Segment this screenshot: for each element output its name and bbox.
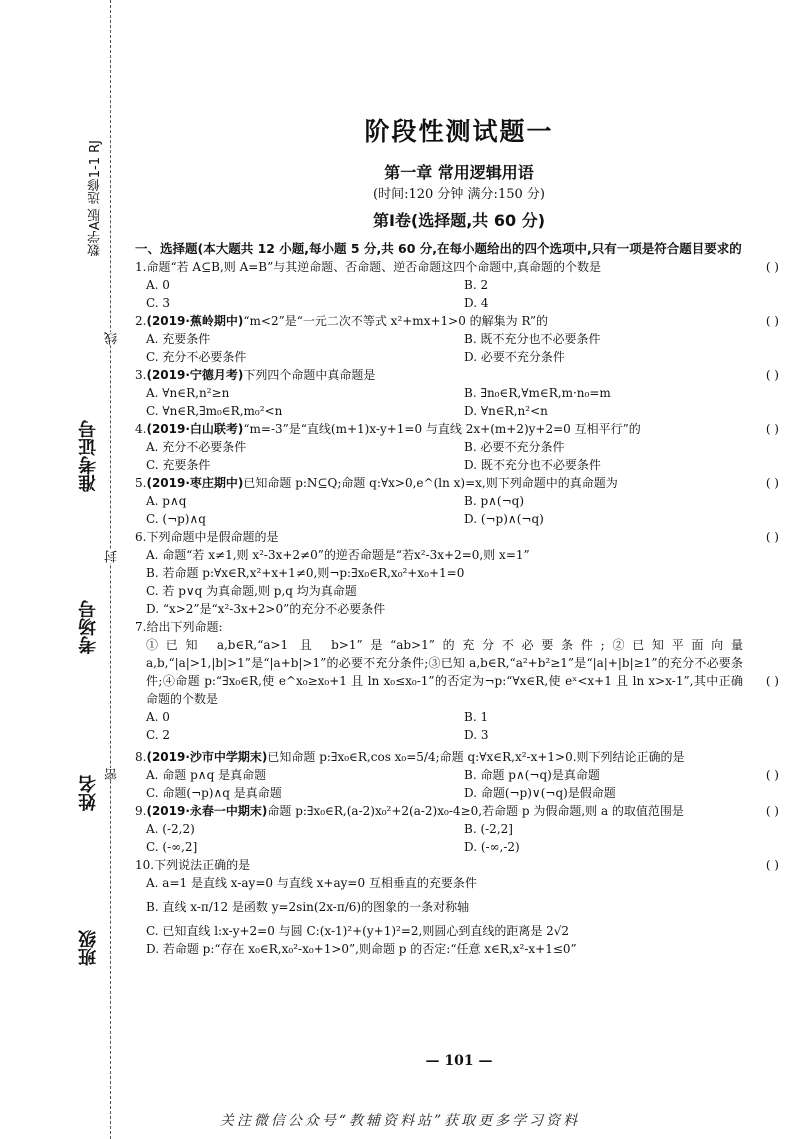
- question-number: 8.: [135, 750, 147, 764]
- question-number: 2.: [135, 314, 147, 328]
- option: A. ∀n∈R,n²≥n: [146, 386, 230, 400]
- question-6: [135, 528, 783, 546]
- footer-note: 关注微信公众号“教辅资料站”获取更多学习资料: [219, 1113, 581, 1129]
- option: D. 3: [464, 728, 489, 742]
- option: C. 若 p∨q 为真命题,则 p,q 均为真命题: [146, 584, 357, 598]
- question-number: 3.: [135, 368, 147, 382]
- class-label: 班级: [78, 930, 99, 966]
- chapter-title: 第一章 常用逻辑用语: [384, 163, 534, 182]
- answer-paren: ( ): [765, 476, 779, 490]
- question-number: 5.: [135, 476, 147, 490]
- option: D. 必要不充分条件: [464, 350, 565, 364]
- option: D. (¬p)∧(¬q): [464, 512, 544, 526]
- answer-paren: ( ): [765, 260, 779, 274]
- binding-margin: [0, 0, 120, 1139]
- option: C. 已知直线 l:x-y+2=0 与圆 C:(x-1)²+(y+1)²=2,则圆心到直线的距离是 2√2: [146, 924, 570, 938]
- option: A. 充要条件: [146, 332, 211, 346]
- question-source: (2019·永春一中期末): [146, 804, 268, 818]
- question-stem: “m<2”是“一元二次不等式 x²+mx+1>0 的解集为 R”的: [243, 314, 548, 328]
- option: C. 命题(¬p)∧q 是真命题: [146, 786, 282, 800]
- option: A. a=1 是直线 x-ay=0 与直线 x+ay=0 互相垂直的充要条件: [146, 876, 477, 890]
- question-stem: 1.命题“若 A⊆B,则 A=B”与其逆命题、否命题、逆否命题这四个命题中,真命题的个数是: [135, 260, 602, 274]
- option: D. “x>2”是“x²-3x+2>0”的充分不必要条件: [146, 602, 386, 616]
- option: B. 若命题 p:∀x∈R,x²+x+1≠0,则¬p:∃x₀∈R,x₀²+x₀+1=0: [146, 566, 465, 580]
- question-source: (2019·白山联考): [146, 422, 244, 436]
- question-5: [135, 474, 783, 492]
- question-stem: 已知命题 p:N⊆Q;命题 q:∀x>0,e^(ln x)=x,则下列命题中的真命题为: [243, 476, 618, 490]
- volume-title: 第Ⅰ卷(选择题,共 60 分): [372, 211, 546, 230]
- cut-line: [110, 0, 111, 1139]
- answer-paren: ( ): [765, 858, 779, 872]
- question-paragraph: [135, 636, 783, 708]
- option: B. 1: [464, 710, 489, 724]
- option: A. (-2,2): [146, 822, 195, 836]
- option: C. (-∞,2]: [146, 840, 198, 854]
- question-1: [135, 258, 783, 276]
- question-10: [135, 856, 783, 874]
- answer-paren: ( ): [765, 314, 779, 328]
- question-source: (2019·宁德月考): [146, 368, 244, 382]
- options: [135, 384, 783, 420]
- question-source: (2019·枣庄期中): [146, 476, 244, 490]
- option: B. p∧(¬q): [464, 494, 525, 508]
- page-number: — 101 —: [425, 1053, 493, 1069]
- answer-paren: ( ): [765, 768, 779, 782]
- question-stem: 下列四个命题中真命题是: [243, 368, 376, 382]
- option: D. 若命题 p:“存在 x₀∈R,x₀²-x₀+1>0”,则命题 p 的否定:“任意 x∈R,x²-x+1≤0”: [146, 942, 577, 956]
- option: C. ∀n∈R,∃m₀∈R,m₀²<n: [146, 404, 283, 418]
- question-stem: 10.下列说法正确的是: [135, 858, 251, 872]
- question-stem: 命题 p:∃x₀∈R,(a-2)x₀²+2(a-2)x₀-4≥0,若命题 p 为假命题,则 a 的取值范围是: [267, 804, 684, 818]
- option: C. 充分不必要条件: [146, 350, 247, 364]
- options: [135, 492, 783, 528]
- mark-secret: 密: [105, 768, 120, 781]
- name-label: 姓名: [78, 775, 99, 811]
- question-3: [135, 366, 783, 384]
- option: D. 既不充分也不必要条件: [464, 458, 601, 472]
- option: A. 0: [146, 710, 170, 724]
- option: C. (¬p)∧q: [146, 512, 206, 526]
- option: B. 必要不充分条件: [464, 440, 565, 454]
- option: B. 命题 p∧(¬q)是真命题: [464, 768, 600, 782]
- option: C. 3: [146, 296, 171, 310]
- option: A. 充分不必要条件: [146, 440, 247, 454]
- option: B. 既不充分也不必要条件: [464, 332, 601, 346]
- answer-paren: ( ): [765, 422, 779, 436]
- section-heading: 一、选择题(本大题共 12 小题,每小题 5 分,共 60 分,在每小题给出的四个选项中,只有一项是符合题目要求的: [135, 241, 742, 256]
- mark-seal: 封: [105, 550, 120, 563]
- option: C. 2: [146, 728, 171, 742]
- questions-body: [135, 240, 783, 958]
- options: [135, 708, 783, 744]
- options: [135, 330, 783, 366]
- question-source: (2019·沙市中学期末): [146, 750, 268, 764]
- option: D. ∀n∈R,n²<n: [464, 404, 548, 418]
- option: D. (-∞,-2): [464, 840, 520, 854]
- question-text: ①已知 a,b∈R,“a>1 且 b>1”是“ab>1”的充分不必要条件;②已知平面向量 a,b,“|a|>1,|b|>1”是“|a+b|>1”的必要不充分条件;③已知 a,b∈R,“a²+b²≥1”是“|a|+|b|≥1”的充分不必要条件;④命题 p:“∃x₀∈R,使 e^x₀≥x₀+1 且 ln x₀≤x₀-1”的否定为¬p:“∀x∈R,使 eˣ<x+1 且 ln x>x-1”,其中正确命题的个数是: [146, 638, 743, 706]
- options: [135, 820, 783, 856]
- ticket-label: 准考证号: [78, 420, 99, 492]
- question-stem: 6.下列命题中是假命题的是: [135, 530, 279, 544]
- book-info: 数学A版 选修1-1 RJ: [88, 140, 103, 257]
- question-number: 9.: [135, 804, 147, 818]
- option: A. 命题 p∧q 是真命题: [146, 768, 267, 782]
- question-9: [135, 802, 783, 820]
- question-2: [135, 312, 783, 330]
- option: C. 充要条件: [146, 458, 211, 472]
- option: A. 命题“若 x≠1,则 x²-3x+2≠0”的逆否命题是“若x²-3x+2=0,则 x=1”: [146, 548, 530, 562]
- room-label: 考场号: [78, 600, 99, 654]
- question-4: [135, 420, 783, 438]
- option: D. 命题(¬p)∨(¬q)是假命题: [464, 786, 616, 800]
- answer-paren: ( ): [765, 804, 779, 818]
- answer-paren: ( ): [765, 674, 779, 688]
- options: [135, 766, 783, 802]
- question-number: 4.: [135, 422, 147, 436]
- option: B. (-2,2]: [464, 822, 513, 836]
- page-title: 阶段性测试题一: [364, 117, 554, 146]
- option: B. ∃n₀∈R,∀m∈R,m·n₀=m: [464, 386, 611, 400]
- question-stem: 已知命题 p:∃x₀∈R,cos x₀=5/4;命题 q:∀x∈R,x²-x+1>0.则下列结论正确的是: [267, 750, 685, 764]
- question-source: (2019·蕉岭期中): [146, 314, 244, 328]
- time-info: (时间:120 分钟 满分:150 分): [373, 187, 545, 202]
- question-7: 7.给出下列命题:: [135, 620, 223, 634]
- options: [135, 438, 783, 474]
- answer-paren: ( ): [765, 368, 779, 382]
- mark-line: 线: [105, 332, 120, 345]
- question-stem: “m=-3”是“直线(m+1)x-y+1=0 与直线 2x+(m+2)y+2=0 互相平行”的: [243, 422, 641, 436]
- option: A. 0: [146, 278, 170, 292]
- option: B. 2: [464, 278, 489, 292]
- option: B. 直线 x-π/12 是函数 y=2sin(2x-π/6)的图象的一条对称轴: [146, 900, 470, 914]
- option: D. 4: [464, 296, 489, 310]
- options: [135, 276, 783, 312]
- answer-paren: ( ): [765, 530, 779, 544]
- option: A. p∧q: [146, 494, 187, 508]
